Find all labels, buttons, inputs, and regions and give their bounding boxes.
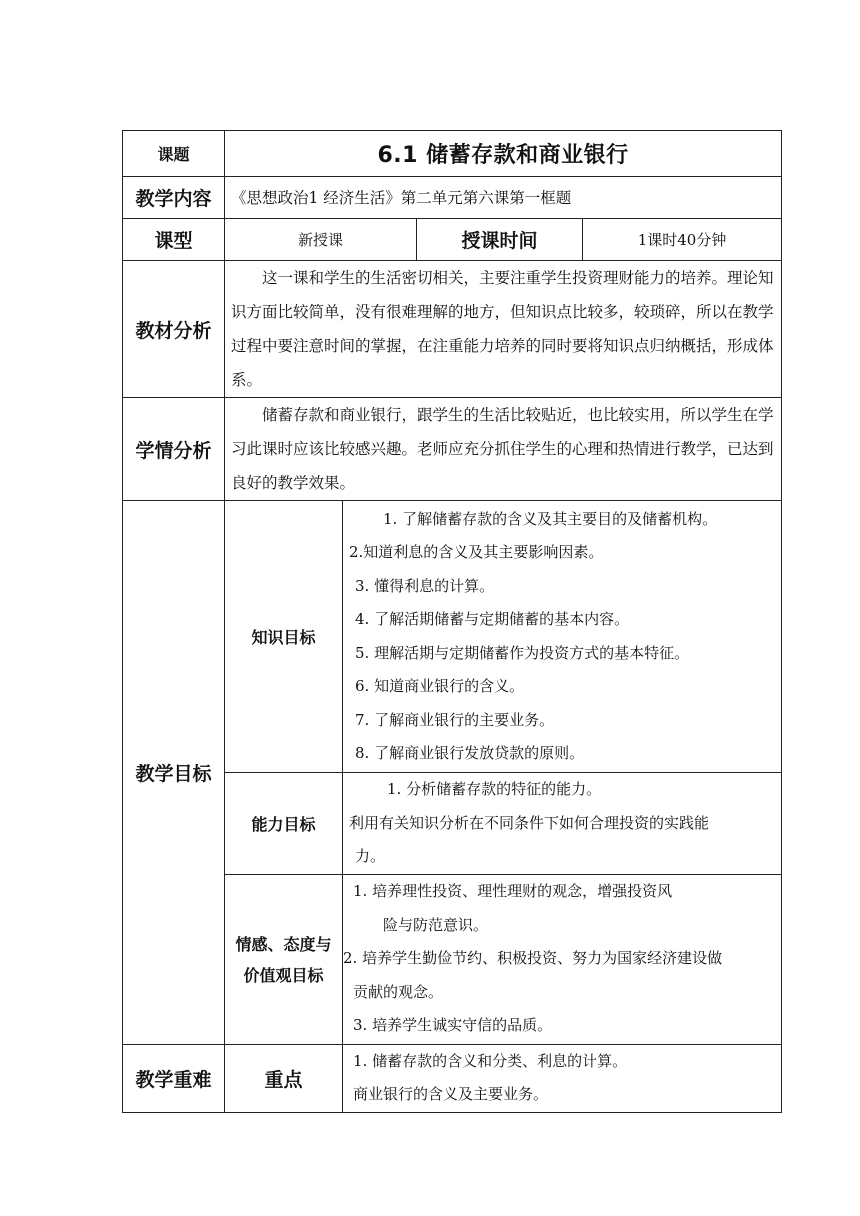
- content-value: 《思想政治1 经济生活》第二单元第六课第一框题: [225, 177, 782, 219]
- row-type: [123, 219, 782, 261]
- material-text: 这一课和学生的生活密切相关，主要注重学生投资理财能力的培养。理论知识方面比较简单，没有很难理解的地方，但知识点比较多，较琐碎，所以在教学过程中要注意时间的掌握，在注重能力培养的同时要将知识点归纳概括，形成体系。: [225, 261, 782, 398]
- ability-list: [343, 773, 782, 875]
- list-item: 贡献的观念。: [353, 982, 444, 1001]
- students-label: 学情分析: [123, 398, 225, 501]
- type-value: 新授课: [225, 219, 417, 261]
- list-item: 2. 培养学生勤俭节约、积极投资、努力为国家经济建设做: [343, 949, 723, 968]
- list-item: 4. 了解活期储蓄与定期储蓄的基本内容。: [355, 610, 630, 628]
- emotion-label-line-2: 价值观目标: [243, 966, 324, 985]
- list-item: 7. 了解商业银行的主要业务。: [355, 710, 555, 729]
- key-sub-label: 重点: [225, 1044, 343, 1112]
- list-item: 1. 了解储蓄存款的含义及其主要目的及储蓄机构。: [383, 509, 718, 528]
- students-text: 储蓄存款和商业银行，跟学生的生活比较贴近，也比较实用，所以学生在学习此课时应该比较感兴趣。老师应充分抓住学生的心理和热情进行教学，已达到良好的教学效果。: [225, 398, 782, 501]
- emotion-list: [343, 874, 782, 1044]
- key-list: [343, 1044, 782, 1112]
- list-item: 5. 理解活期与定期储蓄作为投资方式的基本特征。: [355, 643, 690, 662]
- ability-label: 能力目标: [225, 773, 343, 875]
- time-label: 授课时间: [417, 219, 583, 261]
- list-item: 8. 了解商业银行发放贷款的原则。: [355, 744, 585, 762]
- row-material: [123, 261, 782, 398]
- content-label: 教学内容: [123, 177, 225, 219]
- type-label: 课型: [123, 219, 225, 261]
- emotion-label-line-1: 情感、态度与: [235, 935, 332, 954]
- row-topic: [123, 131, 782, 177]
- row-students: [123, 398, 782, 501]
- list-item: 2.知道利息的含义及其主要影响因素。: [349, 543, 604, 561]
- list-item: 1. 分析储蓄存款的特征的能力。: [387, 780, 602, 798]
- topic-label: 课题: [123, 131, 225, 177]
- list-item: 险与防范意识。: [383, 915, 489, 934]
- list-item: 6. 知道商业银行的含义。: [355, 677, 525, 695]
- row-knowledge: [123, 501, 782, 773]
- lesson-title: 6.1 储蓄存款和商业银行: [225, 131, 782, 177]
- list-item: 力。: [355, 847, 386, 865]
- list-item: 商业银行的含义及主要业务。: [353, 1085, 549, 1103]
- list-item: 1. 培养理性投资、理性理财的观念，增强投资风: [353, 882, 673, 901]
- goals-label: 教学目标: [123, 501, 225, 1045]
- knowledge-list: [343, 501, 782, 773]
- list-item: 3. 懂得利息的计算。: [355, 576, 495, 595]
- lesson-plan-table: [122, 130, 782, 1113]
- material-label: 教材分析: [123, 261, 225, 398]
- emotion-label: [225, 874, 343, 1044]
- time-value: 1课时40分钟: [583, 219, 782, 261]
- list-item: 3. 培养学生诚实守信的品质。: [353, 1016, 553, 1035]
- key-label: 教学重难: [123, 1044, 225, 1112]
- list-item: 1. 储蓄存款的含义和分类、利息的计算。: [353, 1051, 628, 1070]
- knowledge-label: 知识目标: [225, 501, 343, 773]
- row-key: [123, 1044, 782, 1112]
- row-content: [123, 177, 782, 219]
- list-item: 利用有关知识分析在不同条件下如何合理投资的实践能: [349, 813, 710, 832]
